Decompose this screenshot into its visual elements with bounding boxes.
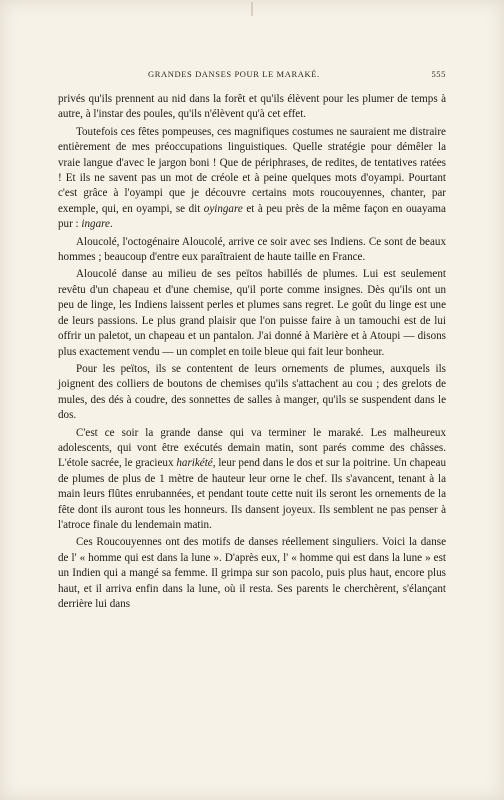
paragraph: Ces Roucouyennes ont des motifs de danses réellement singuliers. Voici la danse de l' « homme qui est dans la lune ». D'après eux, l' « homme qui est dans la lune » est un Indien qui a mangé sa femme. Il grimpa sur son pacolo, puis plus haut, encore plus haut, et il arriva enfin dans la lune, où il resta. Ses parents le cherchèrent, s'élançant derrière lui dans: [58, 536, 446, 610]
paragraph-text: et à peu près de la même façon en ouayama pur :: [58, 202, 446, 231]
paragraph-text: Toutefois ces fêtes pompeuses, ces magnifiques costumes ne sauraient me distraire entièrement de mes préoccupations linguistiques. Quelle stratégie pour démêler la vraie langue d'avec le jargon boni ! Que de périphrases, de redites, de tentatives ratées ! Et ils ne savent pas un mot de créole et à peine quelques mots d'oyampi. Pourtant c'est grâce à l'oyampi que je découvre certains mots roucouyennes, chanter, par exemple, qui, en oyampi, se dit: [58, 125, 446, 215]
paragraph-text: .: [109, 218, 113, 231]
paragraph: Aloucolé, l'octogénaire Aloucolé, arrive ce soir avec ses Indiens. Ce sont de beaux hommes ; beaucoup d'entre eux paraîtraient de haute taille en France.: [58, 235, 446, 264]
paragraph: privés qu'ils prennent au nid dans la forêt et qu'ils élèvent pour les plumer de temps à autre, à l'instar des poules, qu'ils n'élèvent qu'à cet effet.: [58, 93, 446, 121]
paragraph: [58, 426, 446, 534]
paragraph: Aloucolé danse au milieu de ses peïtos habillés de plumes. Lui est seulement revêtu d'un chapeau et d'une chemise, qu'il porte comme insignes. Dès qu'ils ont un peu de linge, les Indiens laissent perles et plumes sans regret. Le goût du linge est une de leurs passions. Le plus grand plaisir que l'on puisse faire à un tamouchi est de lui offrir un paletot, un chapeau et un pantalon. J'ai donné à Marière et à Atoupi — disons plus exactement vendu — un complet en toile bleue qui fait leur bonheur.: [58, 268, 446, 358]
page-header: [58, 69, 446, 83]
body-text: [58, 92, 446, 612]
paragraph: [58, 125, 446, 233]
page-edge-mark: [251, 2, 253, 16]
paragraph-text: , leur pend dans le dos et sur la poitrine. Un chapeau de plumes de plus de 1 mètre de hauteur leur orne le chef. Ils s'avancent, tenant à la main leurs flûtes enrubannées, et pendant toute cette nuit ils seront les ornements de la fête dont ils auront tous les honneurs. Ils dansent joyeux. Ils semblent ne pas penser à l'atroce finale du lendemain matin.: [58, 457, 446, 531]
paragraph-text: C'est ce soir la grande danse qui va terminer le maraké. Les malheureux adolescents, qui vont être exécutés demain matin, sont parés comme des châsses. L'étole sacrée, le gracieux: [58, 426, 446, 470]
paragraph: Pour les peïtos, ils se contentent de leurs ornements de plumes, auxquels ils joignent des colliers de boutons de chemises qu'ils s'attachent au cou ; des grelots de mules, des dés à coudre, des sonnettes de salles à manger, qu'ils se suspendent dans le dos.: [58, 362, 446, 422]
italic-word: oyingare: [203, 202, 243, 215]
page-number: 555: [431, 69, 446, 79]
running-title: GRANDES DANSES POUR LE MARAKÉ.: [148, 69, 320, 79]
italic-word: ingare: [81, 218, 110, 231]
italic-word: harikété: [176, 457, 213, 470]
